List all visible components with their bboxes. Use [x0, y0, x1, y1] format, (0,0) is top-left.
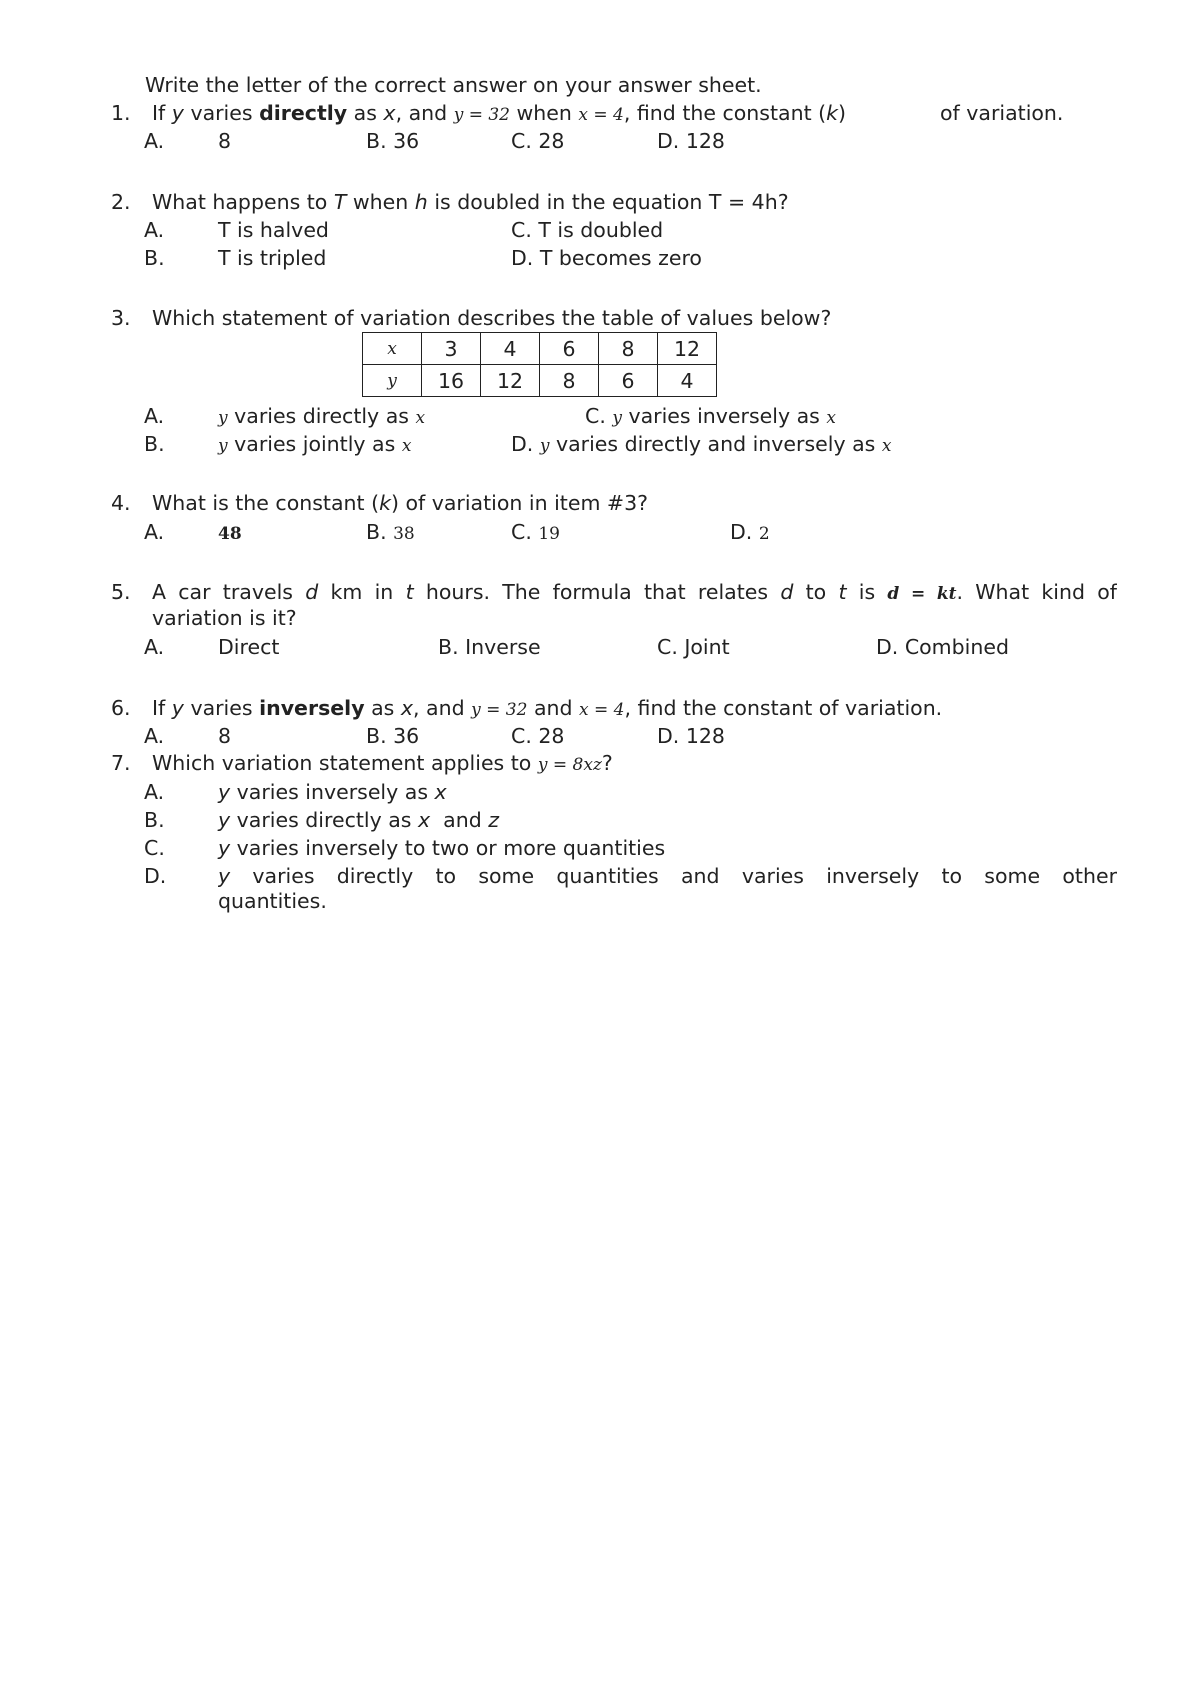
choice-c: C. Joint	[657, 635, 730, 659]
choice-a-letter: A.	[144, 129, 165, 153]
table-row-y	[363, 365, 717, 397]
choice-b: y varies jointly as x	[218, 432, 412, 456]
question-text: Which statement of variation describes the table of values below?	[152, 306, 832, 330]
table-header-x: x	[363, 333, 422, 365]
choice-a: y varies inversely as x	[218, 780, 447, 804]
table-cell: 16	[422, 365, 481, 397]
question-number: 4.	[111, 491, 131, 515]
choice-c: C. 19	[511, 520, 560, 544]
choice-a-letter: A.	[144, 404, 165, 428]
choice-a-letter: A.	[144, 780, 165, 804]
question-text: A car travels d km in t hours. The formula that relates d to t is d = kt. What kind of	[152, 580, 1117, 604]
question-text: If y varies directly as x, and y = 32 when x = 4, find the constant (k)	[152, 101, 846, 125]
choice-b: B. 36	[366, 724, 420, 748]
choice-b: T is tripled	[218, 246, 327, 270]
choice-b: B. 38	[366, 520, 415, 544]
choice-a: 48	[218, 524, 242, 544]
choice-d: D. 2	[730, 520, 770, 544]
question-number: 1.	[111, 101, 131, 125]
choice-c: C. y varies inversely as x	[585, 404, 836, 428]
choice-d: D. y varies directly and inversely as x	[511, 432, 892, 456]
question-number: 2.	[111, 190, 131, 214]
choice-d: D. 128	[657, 129, 725, 153]
table-cell: 3	[422, 333, 481, 365]
choice-a: 8	[218, 129, 232, 153]
table-cell: 6	[599, 365, 658, 397]
choice-b: B. 36	[366, 129, 420, 153]
choice-c: C. 28	[511, 724, 565, 748]
choice-d-line-2: quantities.	[218, 889, 327, 913]
choice-a: T is halved	[218, 218, 329, 242]
choice-d: D. 128	[657, 724, 725, 748]
table-header-y: y	[363, 365, 422, 397]
choice-a: Direct	[218, 635, 280, 659]
question-text-end: of variation.	[940, 101, 1064, 125]
choice-c-letter: C.	[144, 836, 165, 860]
choice-a: y varies directly as x	[218, 404, 426, 428]
choice-c: y varies inversely to two or more quantities	[218, 836, 666, 860]
table-cell: 8	[599, 333, 658, 365]
question-number: 7.	[111, 751, 131, 775]
choice-b-letter: B.	[144, 246, 165, 270]
choice-a-letter: A.	[144, 520, 165, 544]
choice-a-letter: A.	[144, 724, 165, 748]
values-table	[362, 332, 717, 397]
choice-d: D. Combined	[876, 635, 1009, 659]
question-text-line-2: variation is it?	[152, 606, 297, 630]
table-cell: 4	[481, 333, 540, 365]
question-text: Which variation statement applies to y = 8xz?	[152, 751, 613, 775]
choice-c: C. T is doubled	[511, 218, 664, 242]
choice-d: D. T becomes zero	[511, 246, 702, 270]
choice-d-letter: D.	[144, 864, 167, 888]
question-number: 5.	[111, 580, 131, 604]
table-row-x	[363, 333, 717, 365]
choice-a: 8	[218, 724, 232, 748]
choice-b-letter: B.	[144, 808, 165, 832]
table-cell: 12	[481, 365, 540, 397]
question-text: What happens to T when h is doubled in the equation T = 4h?	[152, 190, 789, 214]
choice-a-letter: A.	[144, 218, 165, 242]
choice-d: y varies directly to some quantities and varies inversely to some other	[218, 864, 1117, 888]
table-cell: 12	[658, 333, 717, 365]
choice-a-letter: A.	[144, 635, 165, 659]
choice-c: C. 28	[511, 129, 565, 153]
choice-b: B. Inverse	[438, 635, 541, 659]
table-cell: 4	[658, 365, 717, 397]
instructions: Write the letter of the correct answer on your answer sheet.	[145, 73, 762, 97]
choice-b-letter: B.	[144, 432, 165, 456]
question-text: If y varies inversely as x, and y = 32 and x = 4, find the constant of variation.	[152, 696, 943, 720]
table-cell: 6	[540, 333, 599, 365]
question-number: 6.	[111, 696, 131, 720]
table-cell: 8	[540, 365, 599, 397]
question-text: What is the constant (k) of variation in item #3?	[152, 491, 649, 515]
choice-b: y varies directly as x and z	[218, 808, 500, 832]
question-number: 3.	[111, 306, 131, 330]
